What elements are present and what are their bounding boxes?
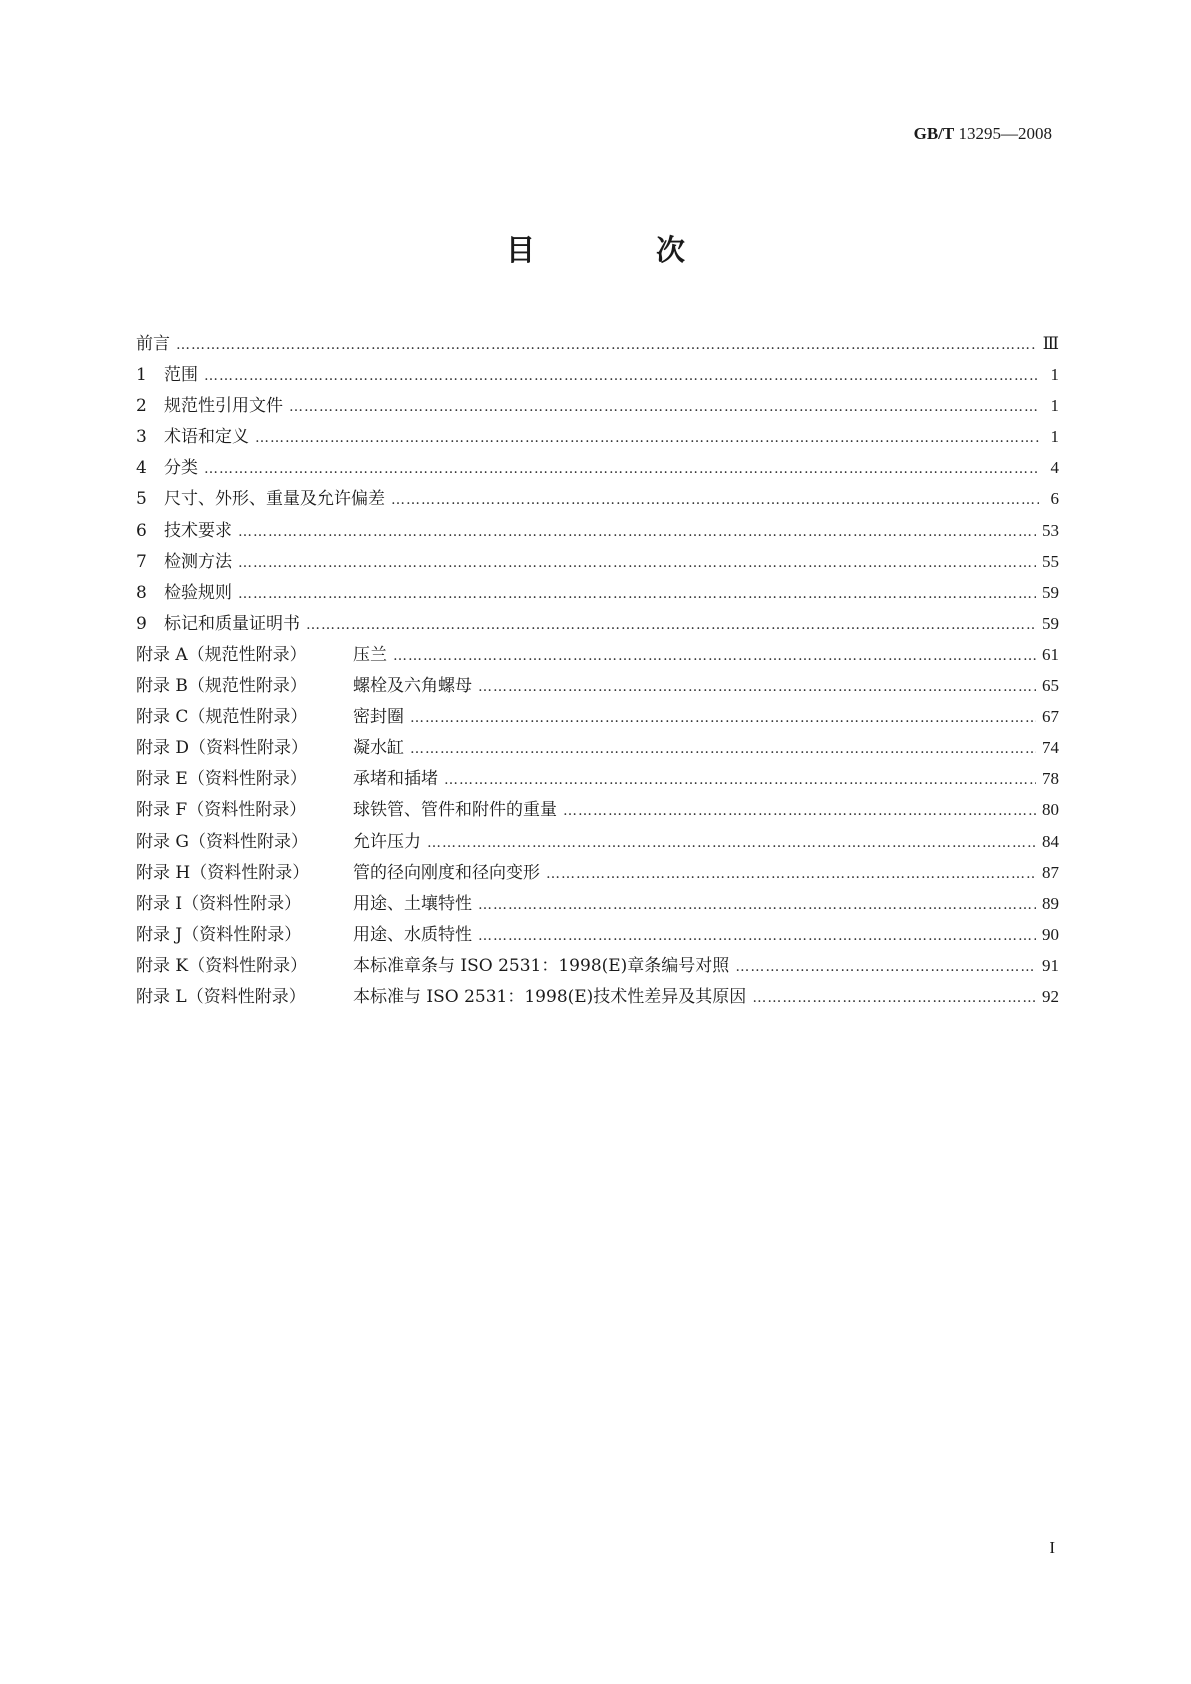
toc-entry[interactable] bbox=[136, 483, 1059, 514]
toc-section-number: 8 bbox=[136, 582, 147, 603]
toc-section-number: 4 bbox=[136, 458, 147, 479]
toc-page-number: 59 bbox=[1042, 613, 1059, 633]
toc-entry[interactable] bbox=[136, 794, 1059, 825]
toc-entry-title: 球铁管、管件和附件的重量 bbox=[353, 800, 557, 821]
toc-section-number: 2 bbox=[136, 396, 147, 417]
toc-page-number: 55 bbox=[1042, 551, 1059, 571]
toc-dot-leader bbox=[478, 921, 1036, 952]
toc-page-number: 90 bbox=[1042, 924, 1059, 944]
toc-dot-leader bbox=[410, 734, 1036, 765]
toc-appendix-label: 附录 K（资料性附录） bbox=[136, 955, 308, 976]
toc-section-number: 5 bbox=[136, 489, 147, 510]
toc-entry[interactable] bbox=[136, 732, 1059, 763]
toc-entry-title: 本标准与 ISO 2531：1998(E)技术性差异及其原因 bbox=[353, 986, 747, 1007]
toc-entry[interactable] bbox=[136, 452, 1059, 483]
toc-dot-leader bbox=[427, 828, 1036, 859]
page-number: I bbox=[1049, 1538, 1055, 1557]
toc-dot-leader bbox=[391, 485, 1039, 516]
toc-page-number: 1 bbox=[1050, 396, 1059, 416]
toc-appendix-label: 附录 I（资料性附录） bbox=[136, 893, 302, 914]
toc-entry-title: 用途、土壤特性 bbox=[353, 893, 472, 914]
toc-appendix-label: 附录 B（规范性附录） bbox=[136, 676, 307, 697]
toc-entry[interactable] bbox=[136, 857, 1059, 888]
toc-dot-leader bbox=[238, 517, 1036, 548]
toc-entry[interactable] bbox=[136, 608, 1059, 639]
toc-entry[interactable] bbox=[136, 888, 1059, 919]
table-of-contents bbox=[136, 328, 1059, 1012]
toc-entry-title: 检测方法 bbox=[164, 551, 232, 572]
toc-page-number: 92 bbox=[1042, 986, 1059, 1006]
toc-section-number: 6 bbox=[136, 520, 147, 541]
toc-appendix-label: 附录 E（资料性附录） bbox=[136, 769, 307, 790]
page-title: 目 次 bbox=[505, 233, 731, 267]
toc-section-number: 9 bbox=[136, 613, 147, 634]
toc-page-number: 84 bbox=[1042, 831, 1059, 851]
toc-entry[interactable] bbox=[136, 421, 1059, 452]
toc-page-number: 53 bbox=[1042, 520, 1059, 540]
toc-dot-leader bbox=[735, 952, 1036, 983]
toc-dot-leader bbox=[204, 454, 1039, 485]
toc-section-number: 3 bbox=[136, 427, 147, 448]
toc-entry[interactable] bbox=[136, 670, 1059, 701]
toc-dot-leader bbox=[444, 765, 1036, 796]
toc-dot-leader bbox=[393, 641, 1036, 672]
toc-entry[interactable] bbox=[136, 763, 1059, 794]
toc-dot-leader bbox=[752, 983, 1036, 1014]
toc-entry[interactable] bbox=[136, 390, 1059, 421]
toc-page-number: 65 bbox=[1042, 676, 1059, 696]
toc-page-number: 1 bbox=[1050, 365, 1059, 385]
toc-dot-leader bbox=[306, 610, 1036, 641]
toc-entry-title: 规范性引用文件 bbox=[164, 396, 283, 417]
toc-section-number: 1 bbox=[136, 365, 147, 386]
toc-page-number: 1 bbox=[1050, 427, 1059, 447]
toc-dot-leader bbox=[289, 392, 1039, 423]
standard-number bbox=[914, 124, 1052, 144]
toc-dot-leader bbox=[238, 548, 1036, 579]
toc-appendix-label: 附录 G（资料性附录） bbox=[136, 831, 308, 852]
toc-page-number: 91 bbox=[1042, 955, 1059, 975]
toc-appendix-label: 附录 A（规范性附录） bbox=[136, 644, 307, 665]
toc-entry[interactable] bbox=[136, 546, 1059, 577]
toc-page-number: Ⅲ bbox=[1042, 334, 1059, 353]
toc-entry-title: 允许压力 bbox=[353, 831, 421, 852]
toc-entry[interactable] bbox=[136, 981, 1059, 1012]
toc-page-number: 61 bbox=[1042, 644, 1059, 664]
toc-dot-leader bbox=[238, 579, 1036, 610]
toc-entry[interactable] bbox=[136, 950, 1059, 981]
toc-dot-leader bbox=[255, 423, 1039, 454]
standard-code: GB/T bbox=[913, 124, 955, 143]
toc-entry[interactable] bbox=[136, 639, 1059, 670]
toc-entry-title: 前言 bbox=[136, 334, 170, 354]
toc-entry-title: 承堵和插堵 bbox=[353, 769, 438, 790]
toc-dot-leader bbox=[410, 703, 1036, 734]
toc-entry-title: 术语和定义 bbox=[164, 427, 249, 448]
toc-entry[interactable] bbox=[136, 701, 1059, 732]
toc-dot-leader bbox=[176, 330, 1037, 361]
toc-appendix-label: 附录 C（规范性附录） bbox=[136, 707, 308, 728]
toc-entry-title: 分类 bbox=[164, 458, 198, 479]
toc-page-number: 78 bbox=[1042, 769, 1059, 789]
toc-appendix-label: 附录 D（资料性附录） bbox=[136, 738, 309, 759]
toc-entry[interactable] bbox=[136, 826, 1059, 857]
toc-entry-title: 检验规则 bbox=[164, 582, 232, 603]
toc-entry[interactable] bbox=[136, 577, 1059, 608]
toc-page-number: 80 bbox=[1042, 800, 1059, 820]
toc-section-number: 7 bbox=[136, 551, 147, 572]
toc-entry-title: 本标准章条与 ISO 2531：1998(E)章条编号对照 bbox=[353, 955, 730, 976]
toc-entry-title: 密封圈 bbox=[353, 707, 404, 728]
toc-dot-leader bbox=[478, 890, 1036, 921]
toc-dot-leader bbox=[478, 672, 1036, 703]
toc-dot-leader bbox=[204, 361, 1039, 392]
toc-appendix-label: 附录 F（资料性附录） bbox=[136, 800, 307, 821]
toc-page-number: 4 bbox=[1050, 458, 1059, 478]
toc-entry[interactable] bbox=[136, 919, 1059, 950]
toc-page-number: 74 bbox=[1042, 738, 1059, 758]
toc-page-number: 6 bbox=[1050, 489, 1059, 509]
toc-entry-title: 范围 bbox=[164, 365, 198, 386]
toc-entry-title: 压兰 bbox=[353, 644, 387, 665]
toc-entry[interactable] bbox=[136, 515, 1059, 546]
toc-page-number: 67 bbox=[1042, 707, 1059, 727]
toc-entry-title: 管的径向刚度和径向变形 bbox=[353, 862, 540, 883]
toc-entry-title: 螺栓及六角螺母 bbox=[353, 676, 472, 697]
standard-number-value: 13295—2008 bbox=[958, 124, 1052, 143]
toc-appendix-label: 附录 J（资料性附录） bbox=[136, 924, 302, 945]
toc-appendix-label: 附录 H（资料性附录） bbox=[136, 862, 310, 883]
toc-entry[interactable] bbox=[136, 328, 1059, 359]
toc-entry-title: 技术要求 bbox=[164, 520, 232, 541]
toc-entry-title: 凝水缸 bbox=[353, 738, 404, 759]
toc-dot-leader bbox=[563, 796, 1036, 827]
toc-dot-leader bbox=[546, 859, 1036, 890]
toc-entry-title: 用途、水质特性 bbox=[353, 924, 472, 945]
toc-entry-title: 标记和质量证明书 bbox=[164, 613, 300, 634]
toc-page-number: 89 bbox=[1042, 893, 1059, 913]
toc-entry[interactable] bbox=[136, 359, 1059, 390]
toc-page-number: 59 bbox=[1042, 582, 1059, 602]
toc-page-number: 87 bbox=[1042, 862, 1059, 882]
toc-entry-title: 尺寸、外形、重量及允许偏差 bbox=[164, 489, 385, 510]
toc-appendix-label: 附录 L（资料性附录） bbox=[136, 986, 306, 1007]
